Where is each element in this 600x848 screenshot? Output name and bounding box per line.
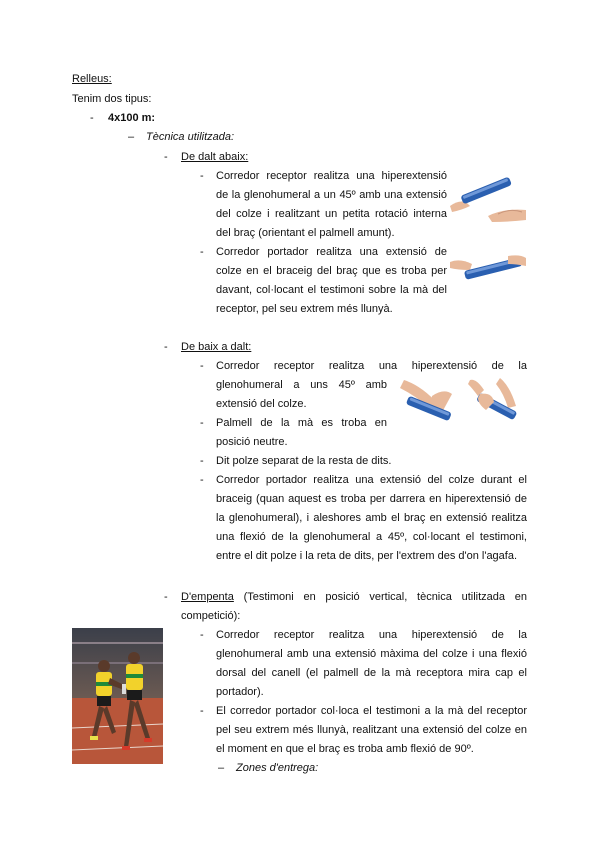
bullet: - <box>164 591 168 603</box>
section-title-push-line <box>181 590 527 604</box>
baton-pass-top-down-image-1 <box>448 172 528 224</box>
list-item-line: la glenohumeral), i aleshores amb el braç en extensió realitza <box>216 512 527 524</box>
list-item-line: del colze i realitzant un petita rotació interna <box>216 208 447 220</box>
section-title-bottom-up: De baix a dalt: <box>181 341 252 353</box>
bullet: - <box>90 112 94 124</box>
event-label: 4x100 m: <box>108 112 156 124</box>
list-item-line: extensió del colze. <box>216 398 307 410</box>
list-item-line: Corredor receptor realitza una hiperextensió de la <box>216 360 527 372</box>
list-item-line: glenohumeral a uns 45º amb <box>216 379 387 391</box>
list-item-line: davant, col·locant el testimoni sobre la mà del <box>216 284 447 296</box>
list-item-line: El corredor portador col·loca el testimoni a la mà del receptor <box>216 705 527 717</box>
list-item-line: pel seu extrem més llunyà, realitzant una extensió del colze en <box>216 724 527 736</box>
list-item-line: glenohumeral amb una extensió màxima del colze i una flexió <box>216 648 527 660</box>
list-item-line: Corredor receptor realitza una hiperextensió <box>216 170 447 182</box>
bullet: - <box>200 705 204 717</box>
list-item-line: braceig (quan aquest es troba per darrera en hiperextensió de <box>216 493 527 505</box>
technique-label: Tècnica utilitzada: <box>146 131 235 143</box>
intro-text: Tenim dos tipus: <box>72 93 152 105</box>
bullet: - <box>200 170 204 182</box>
bullet: – <box>218 762 225 774</box>
list-item-line: el moment en que el braç es troba amb flexió de 90º. <box>216 743 474 755</box>
baton-pass-top-down-image-2 <box>448 252 528 286</box>
list-item-line: Corredor portador realitza una extensió de <box>216 246 447 258</box>
list-item-line: dorsal del canell (el palmell de la mà receptora mira cap el <box>216 667 527 679</box>
bullet: - <box>200 360 204 372</box>
section-title-top-down: De dalt abaix: <box>181 151 249 163</box>
list-item-line: colze en el braceig del braç que es troba per <box>216 265 447 277</box>
list-item-line: Corredor portador realitza una extensió del colze durant el <box>216 474 527 486</box>
bullet: - <box>200 417 204 429</box>
list-item-line: Palmell de la mà es troba en <box>216 417 387 429</box>
list-item-line: Corredor receptor realitza una hiperextensió de la <box>216 629 527 641</box>
relay-runners-photo <box>72 628 163 764</box>
list-item-line: Dit polze separat de la resta de dits. <box>216 455 392 467</box>
section-title-push: D'empenta <box>181 591 234 603</box>
bullet: – <box>128 131 135 143</box>
page-heading: Relleus: <box>72 73 112 85</box>
list-item-line: entre el dit polze i la reta de dits, per l'extrem des d'on l'agafa. <box>216 550 518 562</box>
bullet: - <box>164 151 168 163</box>
list-item-line: portador). <box>216 686 264 698</box>
list-item-line: posició neutre. <box>216 436 288 448</box>
section-title-push-line2: competició): <box>181 610 241 622</box>
bullet: - <box>200 455 204 467</box>
bullet: - <box>200 629 204 641</box>
list-item-line: del braç (orientant el palmell amunt). <box>216 227 395 239</box>
baton-pass-bottom-up-image <box>392 376 526 432</box>
list-item-line: de la glenohumeral a un 45º amb una extensió <box>216 189 447 201</box>
bullet: - <box>164 341 168 353</box>
zones-label: Zones d'entrega: <box>236 762 319 774</box>
section-title-push-detail: (Testimoni en posició vertical, tècnica utilitzada en <box>233 591 527 603</box>
list-item-line: una flexió de la glenohumeral a 45º, col·locant el testimoni, <box>216 531 527 543</box>
list-item-line: receptor, pel seu extrem més llunyà. <box>216 303 393 315</box>
bullet: - <box>200 474 204 486</box>
bullet: - <box>200 246 204 258</box>
